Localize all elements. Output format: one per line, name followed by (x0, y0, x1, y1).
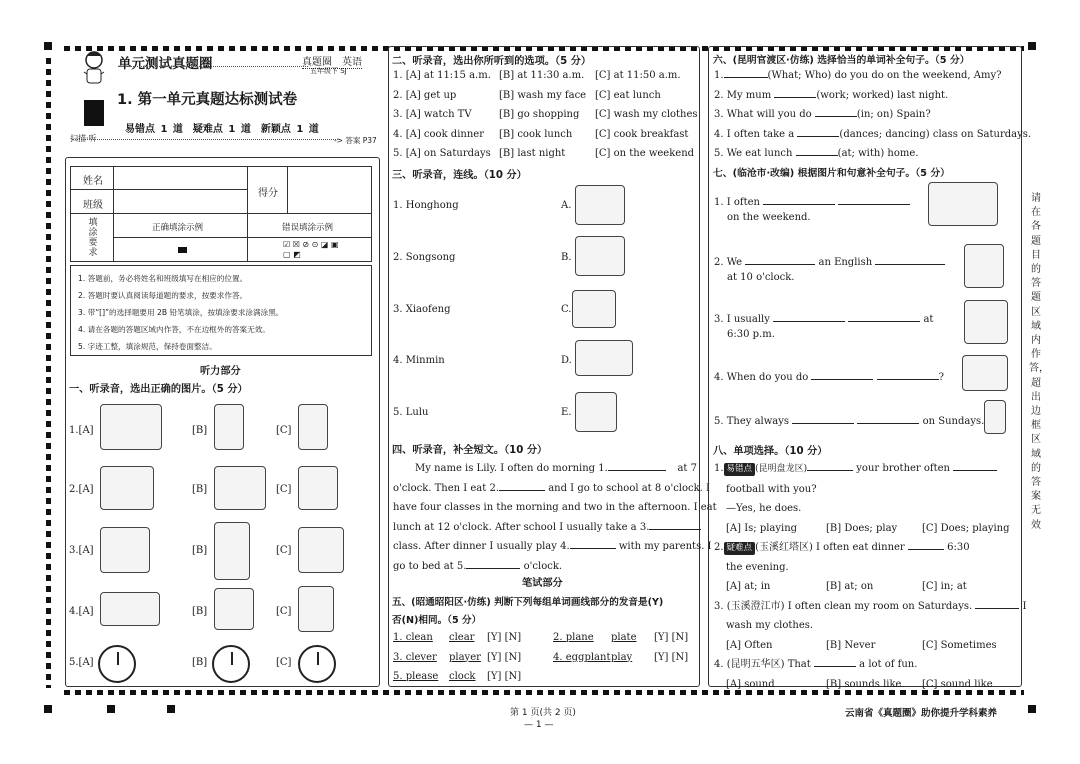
section8-title: 八、单项选择。（10 分） (713, 446, 828, 457)
listening-title: 听力部分 (200, 366, 241, 377)
blank-number: 2. (489, 482, 500, 494)
match-letter[interactable]: D. (561, 355, 572, 366)
fill-blank[interactable] (774, 86, 816, 98)
word: 3. clever (393, 651, 437, 663)
fill-blank[interactable] (877, 368, 939, 380)
grade-label: 五年级下 SJ (310, 67, 347, 75)
registration-mark (44, 705, 52, 713)
note-item: 1. 答题前，务必将姓名和班级填写在相应的位置。 (78, 274, 248, 283)
passage-text: and I go to school at 8 o'clock. I (548, 482, 710, 494)
picture-library-books-icon (984, 400, 1006, 434)
clock-icon (98, 645, 136, 683)
side-instruction: 请在各题目的答题区域内作答，超出边框区域的答案无效 (1029, 193, 1049, 531)
picture-boy-icon (298, 586, 334, 632)
match-name[interactable]: 5. Lulu (393, 407, 429, 418)
passage-text: have four classes in the morning and two in the afternoon. I eat (393, 502, 717, 513)
fill-blank[interactable] (792, 412, 854, 424)
fill-blank[interactable] (857, 412, 919, 424)
passage-text: My name is Lily. I often do morning (415, 463, 596, 474)
item-number: 1. (714, 70, 724, 81)
q4-option-b[interactable]: [B] (192, 606, 208, 617)
note-item: 2. 答题时要认真阅读每道题的要求，按要求作答。 (78, 291, 248, 300)
word: 2. plane (553, 632, 594, 643)
qr-code-icon (84, 100, 104, 126)
item-text: 1. I often (714, 197, 760, 208)
section6-title: 六、(昆明官渡区·仿练) 选择恰当的单词补全句子。（5 分） (713, 55, 970, 66)
registration-mark (44, 42, 52, 50)
q2-option-b[interactable]: [B] (192, 484, 208, 495)
fill-blank[interactable] (745, 253, 815, 265)
yn-option[interactable]: [Y] [N] (654, 651, 689, 663)
item-text: a lot of fun. (859, 659, 918, 670)
choice-option[interactable]: [B] wash my face (499, 89, 587, 101)
written-title: 笔试部分 (522, 578, 563, 589)
word: clock (449, 671, 476, 682)
blank-number: 3. (639, 521, 650, 533)
item-text: ? (938, 372, 945, 383)
item-number: 1. (714, 463, 724, 474)
item-text: on the weekend. (727, 212, 811, 223)
item-text: 5. We eat lunch (714, 148, 793, 159)
fill-blank[interactable] (763, 193, 835, 205)
blank-number: 4. (560, 541, 570, 552)
item-text: at 10 o'clock. (727, 272, 795, 283)
picture-park-icon (100, 404, 162, 450)
blank-1[interactable] (608, 459, 666, 471)
choice-option[interactable]: [B] Does; play (826, 522, 898, 534)
fill-blank[interactable] (814, 655, 856, 667)
section5-title-cont: 否(N)相同。（5 分） (392, 615, 482, 626)
word: plate (611, 632, 637, 643)
q3-option-c[interactable]: [C] (276, 545, 292, 556)
page-title: 1. 第一单元真题达标测试卷 (117, 92, 298, 108)
item-text: at (923, 314, 934, 325)
item-text: (in; on) Spain? (856, 109, 931, 120)
blank-number: 1. (598, 463, 608, 474)
choice-option[interactable]: 3. [A] watch TV (393, 109, 472, 120)
fill-blank[interactable] (773, 310, 845, 322)
item-text: 5. They always (714, 416, 790, 427)
choice-option[interactable]: 5. [A] on Saturdays (393, 148, 491, 159)
word: player (449, 651, 481, 663)
note-item: 4. 请在各题的答题区域内作答，不在边框外的答案无效。 (78, 325, 270, 334)
choice-option[interactable]: 2. [A] get up (393, 89, 457, 101)
series-label: 真题圈 英语 (302, 53, 362, 69)
match-name[interactable]: 1. Honghong (393, 200, 459, 211)
error-prone-badge: 易错点 (724, 463, 756, 476)
choice-option[interactable]: [A] sound (726, 678, 775, 690)
match-letter[interactable]: B. (561, 252, 572, 263)
item-text: wash my clothes. (726, 620, 814, 631)
q2-option-a[interactable]: 2.[A] (69, 484, 94, 495)
blank-4[interactable] (570, 537, 616, 549)
item-text: 4. I often take a (714, 128, 795, 140)
picture-computer-icon (298, 466, 338, 510)
choice-option[interactable]: [A] at; in (726, 581, 771, 592)
registration-mark (107, 705, 115, 713)
name-field[interactable] (114, 166, 248, 190)
footer-slogan: 云南省《真题圈》助你提升学科素养 (845, 708, 998, 719)
point-stats: 易错点 1 道 疑难点 1 道 新颖点 1 道 (125, 124, 319, 135)
item-text: 3. What will you do (714, 109, 812, 120)
fill-blank[interactable] (724, 66, 768, 78)
choice-option[interactable]: 4. [A] cook dinner (393, 128, 484, 140)
page-indicator: 第 1 页(共 2 页) (510, 708, 576, 718)
item-text: I (1022, 600, 1027, 612)
picture-dance-icon (214, 522, 250, 580)
choice-option[interactable]: [B] at 11:30 a.m. (499, 70, 585, 81)
item-text: (What; Who) do you do on the weekend, Amy? (767, 70, 1002, 81)
answer-ref: -> 答案 P37 (334, 136, 377, 145)
picture-dinner-icon (964, 300, 1008, 344)
wrong-sample-icons: ☑ ☒ ⊘ ⊙ ◪ ▣ ▢ ◩ (283, 240, 339, 259)
item-text: 3. I usually (714, 314, 770, 325)
q5-option-a[interactable]: 5.[A] (69, 657, 94, 668)
match-letter[interactable]: C. (561, 304, 572, 315)
match-name[interactable]: 2. Songsong (393, 252, 456, 263)
picture-laundry-icon (575, 392, 617, 432)
match-name[interactable]: 3. Xiaofeng (393, 304, 451, 315)
yn-option[interactable]: [Y] [N] (487, 632, 522, 643)
choice-option[interactable]: [C] in; at (922, 581, 967, 592)
picture-cook-icon (214, 588, 254, 630)
blank-number: 5. (456, 560, 467, 572)
item-text: (dances; dancing) class on Saturdays. (839, 128, 1032, 140)
item-text: 3. (玉溪澄江市) I often clean my room on Saturdays. (714, 600, 973, 612)
choice-option[interactable]: [B] cook lunch (499, 128, 573, 140)
item-text: on Sundays. (922, 416, 985, 427)
brand-title: 单元测试真题圈 (118, 56, 213, 72)
choice-option[interactable]: [C] Does; playing (922, 522, 1010, 534)
blank-2[interactable] (499, 479, 545, 491)
registration-mark (167, 705, 175, 713)
q5-option-c[interactable]: [C] (276, 657, 292, 668)
clock-icon (212, 645, 250, 683)
section1-title: 一、听录音，选出正确的图片。（5 分） (69, 384, 248, 395)
fill-blank[interactable] (797, 125, 839, 137)
item-text: (at; with) home. (837, 148, 919, 159)
q4-option-a[interactable]: 4.[A] (69, 606, 94, 617)
choice-option[interactable]: [C] wash my clothes (595, 109, 698, 120)
choice-option[interactable]: [C] on the weekend (595, 148, 695, 159)
section5-title: 五、(昭通昭阳区·仿练) 判断下列每组单词画线部分的发音是(Y) (392, 597, 664, 608)
yn-option[interactable]: [Y] [N] (487, 671, 522, 682)
blank-5[interactable] (466, 557, 520, 569)
match-letter[interactable]: A. (561, 200, 572, 211)
filled-bubble-icon (178, 247, 187, 253)
passage-text: o'clock. Then I eat (393, 482, 487, 494)
fill-blank[interactable] (838, 193, 910, 205)
choice-option[interactable]: [B] Never (826, 639, 876, 651)
blank-3[interactable] (649, 518, 701, 530)
choice-option[interactable]: [C] cook breakfast (595, 128, 689, 140)
score-label: 得分 (258, 188, 278, 199)
match-name[interactable]: 4. Minmin (393, 355, 445, 366)
passage-text: at 7 (677, 463, 697, 474)
section2-title: 二、听录音，选出你所听到的选项。（5 分） (392, 56, 592, 67)
fill-blank[interactable] (815, 105, 857, 117)
item-text: 2. My mum (714, 89, 772, 101)
picture-library-icon (100, 527, 150, 573)
q2-option-c[interactable]: [C] (276, 484, 292, 495)
item-text: —Yes, he does. (726, 503, 802, 514)
item-text: 6:30 (947, 542, 970, 553)
choice-option[interactable]: [C] at 11:50 a.m. (595, 70, 681, 81)
item-text: 4. When do you do (714, 372, 809, 383)
passage-text: go to bed at (393, 560, 454, 572)
fill-req-label: 填涂要求 (88, 218, 98, 258)
item-text: an English (818, 257, 873, 268)
q1-option-c[interactable]: [C] (276, 425, 292, 436)
fill-blank[interactable] (975, 597, 1019, 609)
note-item: 5. 字迹工整，填涂规范，保持卷面整洁。 (78, 342, 217, 351)
word: 1. clean (393, 632, 433, 643)
mascot-icon (80, 50, 108, 88)
header-rule (118, 66, 308, 67)
q1-option-b[interactable]: [B] (192, 425, 208, 436)
section7-title: 七、(临沧市·改编) 根据图片和句意补全句子。（5 分） (713, 168, 950, 179)
note-item: 3. 带“[]”的选择题要用 2B 铅笔填涂，按填涂要求涂满涂黑。 (78, 308, 284, 317)
class-label: 班级 (83, 200, 103, 211)
left-dashed-border (46, 58, 51, 688)
word: 4. eggplant (553, 651, 611, 663)
choice-option[interactable]: [A] Often (726, 639, 773, 651)
passage-text: with my parents. I (618, 541, 712, 552)
picture-football-icon (298, 404, 328, 450)
section3-title: 三、听录音，连线。（10 分） (392, 170, 527, 181)
passage-text: class. After dinner I usually play (393, 541, 557, 552)
picture-basketball-icon (214, 404, 244, 450)
fill-blank[interactable] (848, 310, 920, 322)
score-field[interactable] (288, 166, 372, 214)
item-text: (work; worked) last night. (816, 89, 949, 101)
scan-label: 扫描·听 (70, 134, 97, 143)
picture-morning-exercise-icon (962, 355, 1008, 391)
picture-english-class-icon (964, 244, 1004, 288)
picture-homework-icon (575, 185, 625, 225)
word: play (611, 651, 633, 663)
q3-option-a[interactable]: 3.[A] (69, 545, 94, 556)
passage-text: lunch at 12 o'clock. After school I usually take a (393, 521, 637, 533)
fill-blank[interactable] (908, 538, 944, 550)
choice-option[interactable]: [A] Is; playing (726, 522, 798, 534)
item-text: 4. (昆明五华区) That (714, 659, 811, 670)
picture-ping-pong-icon (928, 182, 998, 226)
item-number: 2. (714, 542, 724, 553)
picture-classroom-icon (100, 466, 154, 510)
choice-option[interactable]: [B] at; on (826, 581, 874, 592)
q1-option-a[interactable]: 1.[A] (69, 425, 94, 436)
picture-kids-play-icon (298, 527, 344, 573)
difficult-badge: 疑难点 (724, 542, 756, 555)
choice-option[interactable]: [B] go shopping (499, 109, 580, 120)
clock-icon (298, 645, 336, 683)
class-field[interactable] (114, 190, 248, 214)
item-source: (昆明盘龙区) (755, 464, 808, 474)
picture-swim-icon (100, 592, 160, 626)
picture-class-board-icon (214, 466, 266, 510)
picture-washing-icon (572, 290, 616, 328)
picture-football-kid-icon (575, 340, 633, 376)
yn-option[interactable]: [Y] [N] (654, 632, 689, 643)
item-text: (玉溪红塔区) I often eat dinner (755, 542, 905, 553)
item-text: 6:30 p.m. (727, 329, 775, 340)
registration-mark (1028, 42, 1036, 50)
fill-blank[interactable] (875, 253, 945, 265)
choice-option[interactable]: 1. [A] at 11:15 a.m. (393, 70, 491, 81)
item-text: football with you? (726, 483, 817, 495)
fill-blank[interactable] (796, 144, 838, 156)
header-rule (72, 139, 340, 140)
passage-text: o'clock. (523, 560, 563, 572)
picture-reading-icon (575, 236, 625, 276)
q4-option-c[interactable]: [C] (276, 606, 292, 617)
choice-option[interactable]: [C] sound like (922, 678, 993, 690)
yn-option[interactable]: [Y] [N] (487, 651, 522, 663)
fill-blank[interactable] (807, 459, 853, 471)
item-text: 2. We (714, 257, 743, 268)
page-number: — 1 — (524, 720, 554, 730)
item-text: your brother often (856, 463, 950, 474)
registration-mark (1028, 705, 1036, 713)
wrong-sample-label: 错误填涂示例 (282, 223, 334, 233)
correct-sample-label: 正确填涂示例 (152, 223, 204, 233)
q5-option-b[interactable]: [B] (192, 657, 208, 668)
fill-blank[interactable] (811, 368, 873, 380)
item-text: the evening. (726, 561, 789, 573)
choice-option[interactable]: [B] last night (499, 148, 566, 159)
section4-title: 四、听录音，补全短文。（10 分） (392, 445, 548, 456)
word: 5. please (393, 671, 439, 682)
choice-option[interactable]: [C] Sometimes (922, 639, 997, 651)
choice-option[interactable]: [C] eat lunch (595, 89, 661, 101)
name-label: 姓名 (83, 176, 103, 187)
match-letter[interactable]: E. (561, 407, 572, 418)
choice-option[interactable]: [B] sounds like (826, 678, 902, 690)
fill-blank[interactable] (953, 459, 997, 471)
word: clear (449, 632, 475, 643)
q3-option-b[interactable]: [B] (192, 545, 208, 556)
